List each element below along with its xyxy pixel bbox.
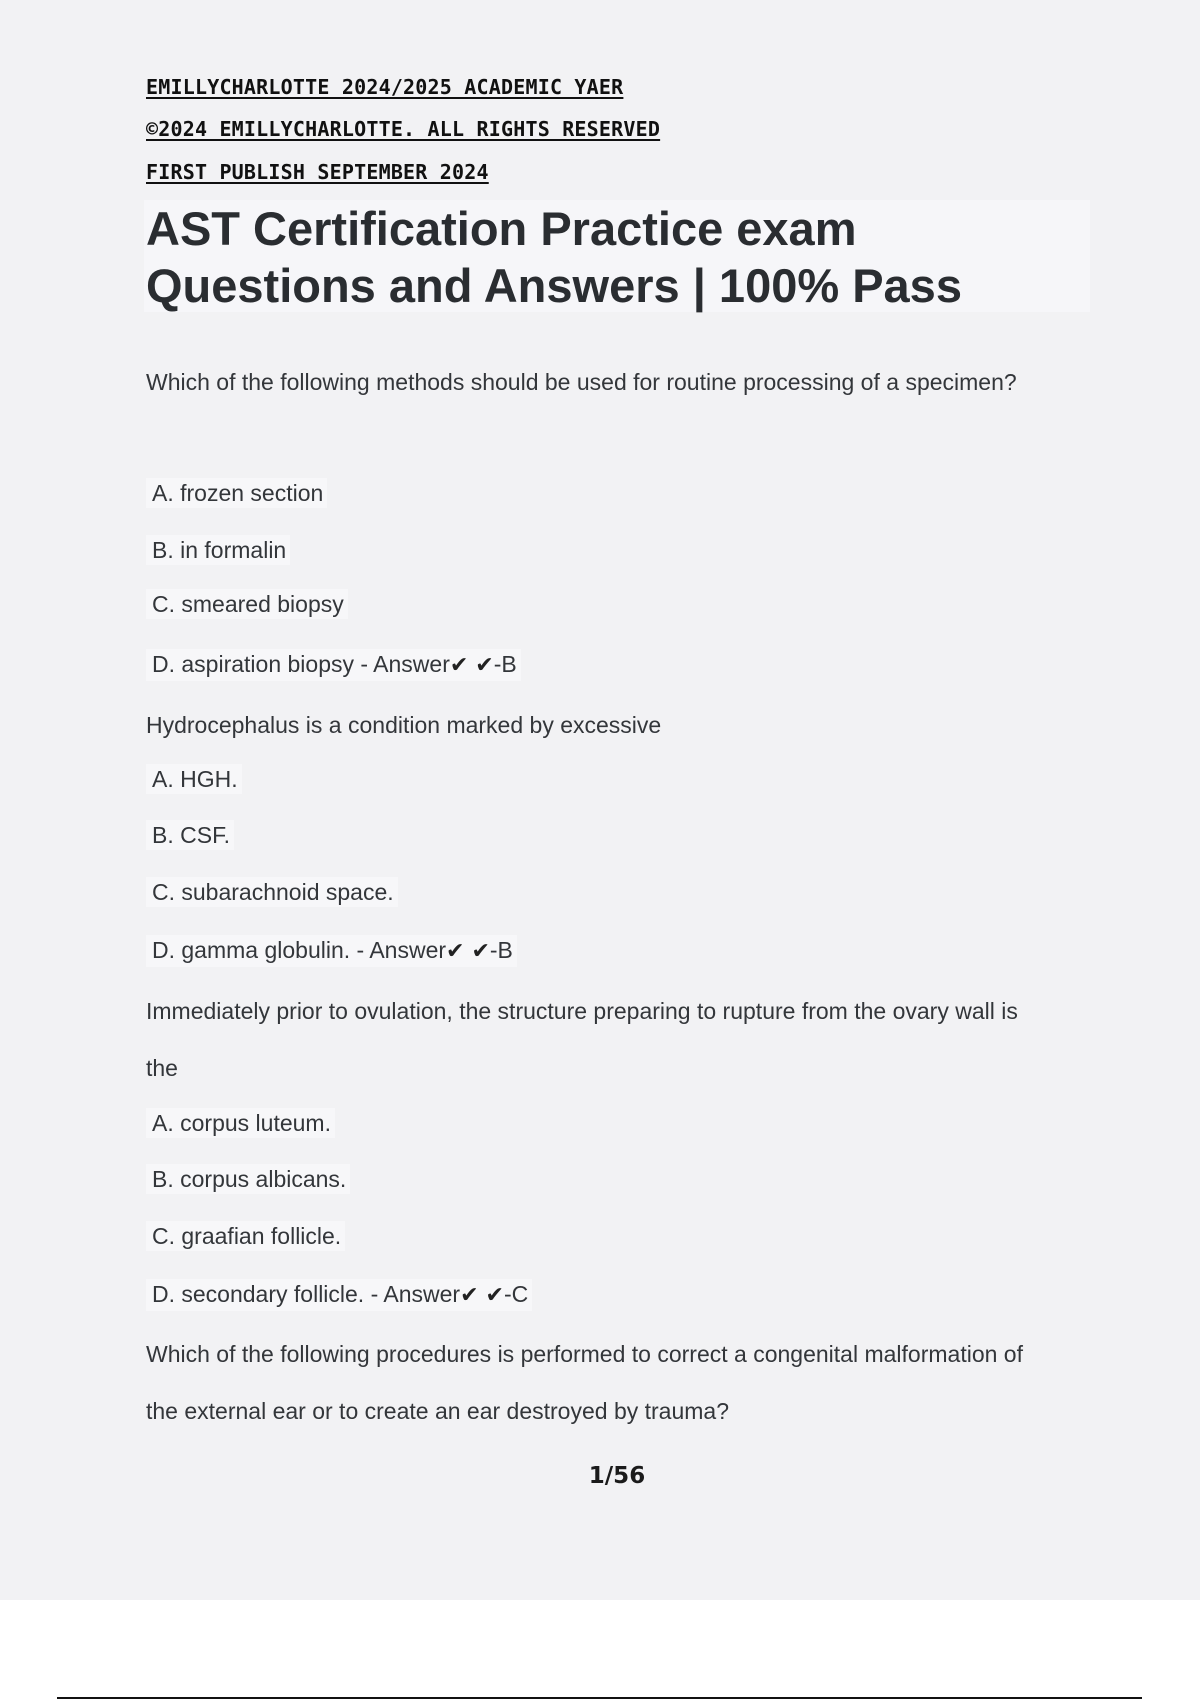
question-1-option-c: C. smeared biopsy bbox=[146, 589, 348, 619]
question-1-text: Which of the following methods should be used for routine processing of a specimen? bbox=[146, 369, 1017, 395]
question-3-option-d bbox=[146, 1279, 532, 1311]
document-title: AST Certification Practice exam Questions and Answers | 100% Pass bbox=[146, 202, 962, 312]
question-2-text: Hydrocephalus is a condition marked by excessive bbox=[146, 712, 662, 738]
question-2-option-b: B. CSF. bbox=[146, 820, 234, 850]
question-3-option-d-text: D. secondary follicle. - Answer bbox=[152, 1281, 461, 1307]
page-number: 1/56 bbox=[588, 1463, 646, 1489]
question-2-option-d bbox=[146, 935, 517, 967]
question-3-option-a: A. corpus luteum. bbox=[146, 1108, 335, 1138]
header-academic-year: EMILLYCHARLOTTE 2024/2025 ACADEMIC YAER bbox=[146, 75, 624, 99]
question-1-option-d bbox=[146, 649, 521, 681]
question-2-answer: -B bbox=[489, 937, 513, 963]
question-4-text-line-1: Which of the following procedures is performed to correct a congenital malformation of bbox=[146, 1341, 1023, 1367]
question-3-option-c: C. graafian follicle. bbox=[146, 1221, 345, 1251]
header-copyright: ©2024 EMILLYCHARLOTTE. ALL RIGHTS RESERVED bbox=[146, 117, 661, 141]
check-mark-icon: ✔ ✔ bbox=[446, 939, 490, 964]
question-2-option-a: A. HGH. bbox=[146, 764, 242, 794]
question-1-answer: -B bbox=[493, 651, 517, 677]
footer-divider bbox=[57, 1697, 1142, 1699]
check-mark-icon: ✔ ✔ bbox=[460, 1283, 504, 1308]
question-3-option-b: B. corpus albicans. bbox=[146, 1164, 350, 1194]
question-1-option-b: B. in formalin bbox=[146, 535, 290, 565]
check-mark-icon: ✔ ✔ bbox=[449, 653, 494, 678]
question-3-text-line-1: Immediately prior to ovulation, the structure preparing to rupture from the ovary wall is bbox=[146, 998, 1018, 1024]
question-2-option-d-text: D. gamma globulin. - Answer bbox=[152, 937, 447, 963]
header-first-publish: FIRST PUBLISH SEPTEMBER 2024 bbox=[146, 160, 489, 184]
question-3-answer: -C bbox=[503, 1281, 529, 1307]
question-4-text-line-2: the external ear or to create an ear destroyed by trauma? bbox=[146, 1398, 729, 1424]
question-1-option-d-text: D. aspiration biopsy - Answer bbox=[152, 651, 450, 677]
question-2-option-c: C. subarachnoid space. bbox=[146, 877, 398, 907]
question-1-option-a: A. frozen section bbox=[146, 478, 327, 508]
question-3-text-line-2: the bbox=[146, 1055, 178, 1081]
